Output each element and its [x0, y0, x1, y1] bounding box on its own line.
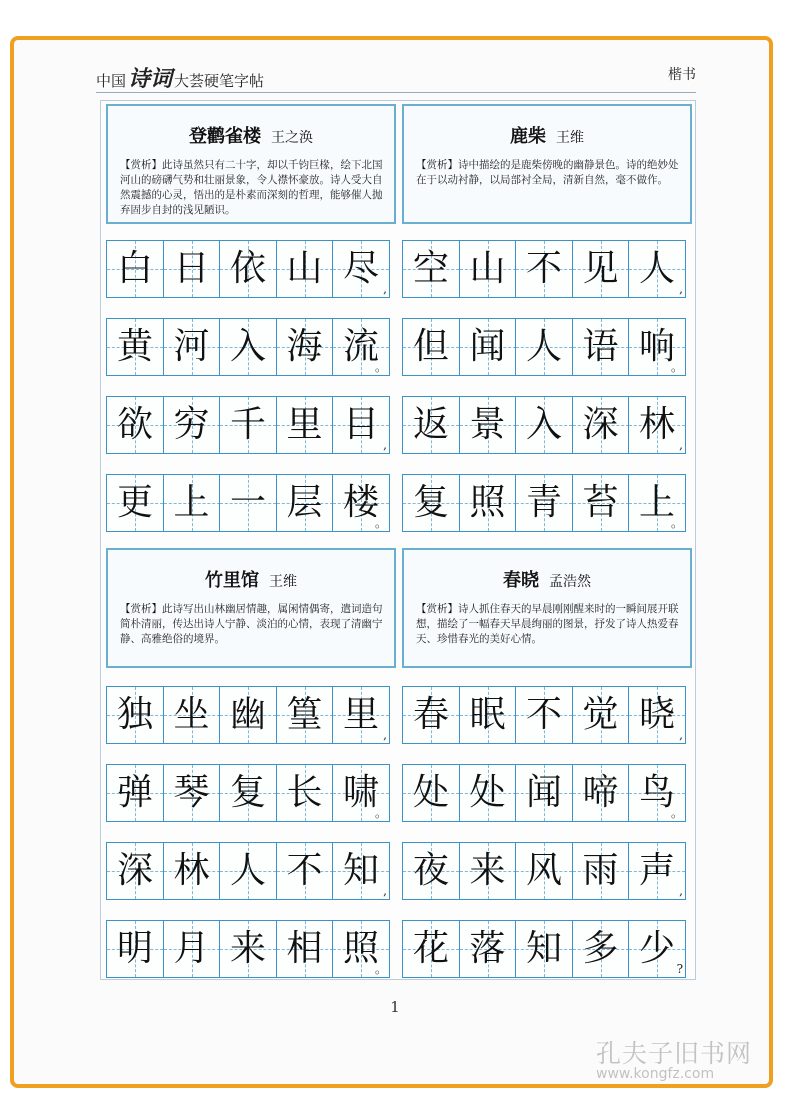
watermark-url: www.kongfz.com	[596, 1066, 715, 1082]
punctuation-mark: ,	[383, 884, 387, 898]
grid-cell	[572, 396, 630, 454]
grid-cell	[219, 396, 277, 454]
practice-character: 长	[286, 772, 323, 813]
grid-cell	[332, 920, 390, 978]
poem-author: 王维	[269, 574, 297, 590]
grid-cell	[219, 920, 277, 978]
poem-note	[120, 158, 384, 218]
practice-character: 雨	[582, 850, 619, 891]
grid-cell	[459, 318, 517, 376]
punctuation-mark: ,	[383, 438, 387, 452]
grid-cell	[572, 240, 630, 298]
practice-character: 花	[412, 928, 449, 969]
grid-cell	[402, 318, 460, 376]
grid-cell	[459, 396, 517, 454]
grid-cell	[572, 686, 630, 744]
practice-character: 多	[582, 928, 619, 969]
book-title	[96, 62, 264, 93]
grid-row	[106, 842, 389, 902]
grid-cell	[572, 474, 630, 532]
grid-cell	[628, 764, 686, 822]
punctuation-mark: 。	[670, 516, 683, 530]
grid-row	[106, 318, 389, 378]
grid-cell	[276, 686, 334, 744]
grid-cell	[515, 764, 573, 822]
grid-row	[402, 474, 685, 534]
practice-character: 林	[173, 850, 210, 891]
grid-cell	[459, 240, 517, 298]
grid-cell	[332, 686, 390, 744]
grid-cell	[106, 842, 164, 900]
note-text: 此诗写出山林幽居情趣，属闲情偶寄，遣词造句简朴清丽，传达出诗人宁静、淡泊的心情，表现了清幽宁静、高雅绝俗的境界。	[120, 603, 383, 645]
page-header	[96, 58, 696, 92]
practice-character: 眠	[469, 694, 506, 735]
practice-character: 林	[638, 404, 675, 445]
practice-character: 欲	[116, 404, 153, 445]
practice-character: 落	[469, 928, 506, 969]
practice-character: 知	[342, 850, 379, 891]
grid-row	[402, 920, 685, 980]
grid-cell	[628, 842, 686, 900]
practice-character: 月	[173, 928, 210, 969]
grid-cell	[276, 474, 334, 532]
note-text: 诗人抓住春天的早晨刚刚醒来时的一瞬间展开联想，描绘了一幅春天早晨绚丽的图景，抒发了诗人热爱春天、珍惜春光的美好心情。	[416, 603, 679, 645]
punctuation-mark: 。	[374, 962, 387, 976]
practice-character: 千	[229, 404, 266, 445]
grid-cell	[459, 474, 517, 532]
practice-character: 目	[342, 404, 379, 445]
grid-cell	[276, 240, 334, 298]
practice-character: 处	[412, 772, 449, 813]
grid-row	[106, 764, 389, 824]
grid-cell	[628, 920, 686, 978]
grid-cell	[515, 842, 573, 900]
grid-cell	[106, 686, 164, 744]
practice-character: 山	[286, 248, 323, 289]
practice-character: 明	[116, 928, 153, 969]
grid-row	[402, 318, 685, 378]
title-suffix: 大荟硬笔字帖	[174, 72, 265, 90]
practice-character: 觉	[582, 694, 619, 735]
punctuation-mark: ,	[679, 282, 683, 296]
practice-character: 山	[469, 248, 506, 289]
header-divider	[96, 92, 696, 93]
grid-cell	[515, 474, 573, 532]
grid-cell	[572, 318, 630, 376]
note-tag: 【赏析】	[416, 159, 458, 171]
practice-character: 春	[412, 694, 449, 735]
grid-cell	[276, 920, 334, 978]
practice-character: 复	[229, 772, 266, 813]
practice-character: 照	[469, 482, 506, 523]
note-tag: 【赏析】	[120, 159, 162, 171]
poem-author: 王之涣	[271, 130, 313, 146]
poem-note	[416, 602, 680, 647]
practice-character: 复	[412, 482, 449, 523]
punctuation-mark: ,	[383, 728, 387, 742]
punctuation-mark: ,	[383, 282, 387, 296]
practice-character: 上	[638, 482, 675, 523]
grid-cell	[219, 240, 277, 298]
grid-cell	[219, 318, 277, 376]
practice-character: 景	[469, 404, 506, 445]
practice-character: 黄	[116, 326, 153, 367]
poem-title: 登鹳雀楼	[189, 126, 261, 147]
practice-character: 啼	[582, 772, 619, 813]
practice-character: 不	[525, 248, 562, 289]
grid-cell	[106, 474, 164, 532]
grid-cell	[276, 318, 334, 376]
grid-cell	[219, 686, 277, 744]
grid-cell	[163, 842, 221, 900]
practice-character: 相	[286, 928, 323, 969]
punctuation-mark: 。	[374, 360, 387, 374]
grid-cell	[628, 240, 686, 298]
grid-cell	[163, 240, 221, 298]
practice-character: 楼	[342, 482, 379, 523]
practice-character: 青	[525, 482, 562, 523]
grid-cell	[332, 764, 390, 822]
practice-character: 层	[286, 482, 323, 523]
title-art: 诗词	[128, 66, 173, 92]
practice-character: 不	[525, 694, 562, 735]
punctuation-mark: ,	[679, 884, 683, 898]
practice-character: 返	[412, 404, 449, 445]
grid-cell	[219, 764, 277, 822]
punctuation-mark: ,	[679, 438, 683, 452]
practice-character: 闻	[469, 326, 506, 367]
grid-cell	[332, 474, 390, 532]
grid-cell	[163, 686, 221, 744]
punctuation-mark: 。	[670, 806, 683, 820]
note-tag: 【赏析】	[416, 603, 458, 615]
poem-title: 鹿柴	[510, 126, 546, 147]
practice-character: 弹	[116, 772, 153, 813]
grid-cell	[332, 240, 390, 298]
punctuation-mark: ,	[679, 728, 683, 742]
grid-cell	[106, 240, 164, 298]
grid-cell	[628, 686, 686, 744]
practice-character: 但	[412, 326, 449, 367]
grid-cell	[163, 920, 221, 978]
grid-cell	[332, 396, 390, 454]
practice-character: 夜	[412, 850, 449, 891]
grid-cell	[628, 474, 686, 532]
grid-row	[402, 842, 685, 902]
practice-character: 响	[638, 326, 675, 367]
grid-row	[402, 396, 685, 456]
grid-row	[106, 240, 389, 300]
practice-character: 里	[342, 694, 379, 735]
practice-character: 鸟	[638, 772, 675, 813]
grid-row	[106, 474, 389, 534]
grid-cell	[572, 764, 630, 822]
grid-cell	[163, 474, 221, 532]
punctuation-mark: 。	[670, 360, 683, 374]
poem-note	[120, 602, 384, 647]
practice-character: 尽	[342, 248, 379, 289]
title-prefix: 中国	[96, 72, 127, 90]
grid-cell	[628, 318, 686, 376]
grid-cell	[106, 764, 164, 822]
watermark-logo: 孔夫子旧书网	[596, 1039, 753, 1068]
grid-cell	[276, 396, 334, 454]
practice-character: 日	[173, 248, 210, 289]
practice-character: 入	[229, 326, 266, 367]
practice-character: 啸	[342, 772, 379, 813]
practice-character: 苔	[582, 482, 619, 523]
practice-character: 更	[116, 482, 153, 523]
grid-row	[402, 686, 685, 746]
practice-character: 一	[229, 482, 266, 523]
punctuation-mark: ?	[676, 962, 683, 976]
grid-cell	[515, 920, 573, 978]
grid-cell	[106, 396, 164, 454]
grid-cell	[459, 842, 517, 900]
grid-cell	[515, 240, 573, 298]
practice-character: 照	[342, 928, 379, 969]
grid-cell	[402, 240, 460, 298]
page-number: 1	[390, 998, 400, 1016]
note-text: 诗中描绘的是鹿柴傍晚的幽静景色。诗的绝妙处在于以动衬静，以局部衬全局，清新自然，毫不做作。	[416, 159, 679, 186]
practice-character: 海	[286, 326, 323, 367]
grid-cell	[459, 764, 517, 822]
grid-cell	[163, 396, 221, 454]
grid-cell	[402, 920, 460, 978]
practice-character: 人	[229, 850, 266, 891]
poem-card-1	[106, 104, 396, 224]
practice-character: 处	[469, 772, 506, 813]
practice-character: 深	[116, 850, 153, 891]
practice-character: 里	[286, 404, 323, 445]
practice-character: 琴	[173, 772, 210, 813]
practice-character: 入	[525, 404, 562, 445]
grid-cell	[572, 842, 630, 900]
practice-character: 知	[525, 928, 562, 969]
practice-character: 深	[582, 404, 619, 445]
grid-cell	[402, 842, 460, 900]
grid-cell	[163, 764, 221, 822]
grid-cell	[572, 920, 630, 978]
grid-cell	[459, 686, 517, 744]
poem-author: 王维	[556, 130, 584, 146]
practice-character: 不	[286, 850, 323, 891]
practice-character: 风	[525, 850, 562, 891]
practice-character: 少	[638, 928, 675, 969]
note-tag: 【赏析】	[120, 603, 162, 615]
practice-character: 白	[116, 248, 153, 289]
practice-character: 流	[342, 326, 379, 367]
poem-card-2	[402, 104, 692, 224]
poem-note	[416, 158, 680, 188]
practice-character: 空	[412, 248, 449, 289]
grid-cell	[106, 920, 164, 978]
grid-row	[106, 396, 389, 456]
poem-title: 竹里馆	[205, 570, 259, 591]
grid-cell	[106, 318, 164, 376]
practice-character: 穷	[173, 404, 210, 445]
practice-character: 来	[469, 850, 506, 891]
grid-cell	[628, 396, 686, 454]
grid-cell	[276, 842, 334, 900]
poem-title: 春晓	[503, 570, 539, 591]
grid-row	[106, 686, 389, 746]
grid-cell	[402, 396, 460, 454]
grid-cell	[332, 318, 390, 376]
poem-card-3	[106, 548, 396, 668]
grid-row	[402, 764, 685, 824]
grid-cell	[219, 842, 277, 900]
punctuation-mark: 。	[374, 806, 387, 820]
practice-character: 独	[116, 694, 153, 735]
practice-character: 幽	[229, 694, 266, 735]
practice-character: 河	[173, 326, 210, 367]
practice-character: 闻	[525, 772, 562, 813]
practice-character: 依	[229, 248, 266, 289]
note-text: 此诗虽然只有二十字，却以千钧巨椽，绘下北国河山的磅礴气势和壮丽景象，令人襟怀豪放。诗人受大自然震撼的心灵，悟出的是朴素而深刻的哲理，能够催人抛弃固步自封的浅见陋识。	[120, 159, 383, 216]
practice-character: 人	[638, 248, 675, 289]
grid-cell	[163, 318, 221, 376]
grid-cell	[332, 842, 390, 900]
practice-character: 声	[638, 850, 675, 891]
grid-cell	[219, 474, 277, 532]
practice-character: 上	[173, 482, 210, 523]
grid-cell	[515, 686, 573, 744]
grid-cell	[459, 920, 517, 978]
grid-row	[106, 920, 389, 980]
practice-character: 坐	[173, 694, 210, 735]
poem-author: 孟浩然	[549, 574, 591, 590]
practice-character: 见	[582, 248, 619, 289]
practice-character: 人	[525, 326, 562, 367]
grid-cell	[402, 686, 460, 744]
practice-character: 篁	[286, 694, 323, 735]
grid-cell	[515, 318, 573, 376]
practice-character: 晓	[638, 694, 675, 735]
grid-cell	[276, 764, 334, 822]
grid-cell	[402, 474, 460, 532]
punctuation-mark: 。	[374, 516, 387, 530]
grid-cell	[515, 396, 573, 454]
poem-card-4	[402, 548, 692, 668]
practice-character: 语	[582, 326, 619, 367]
grid-row	[402, 240, 685, 300]
script-style-label: 楷书	[668, 67, 696, 83]
practice-character: 来	[229, 928, 266, 969]
grid-cell	[402, 764, 460, 822]
